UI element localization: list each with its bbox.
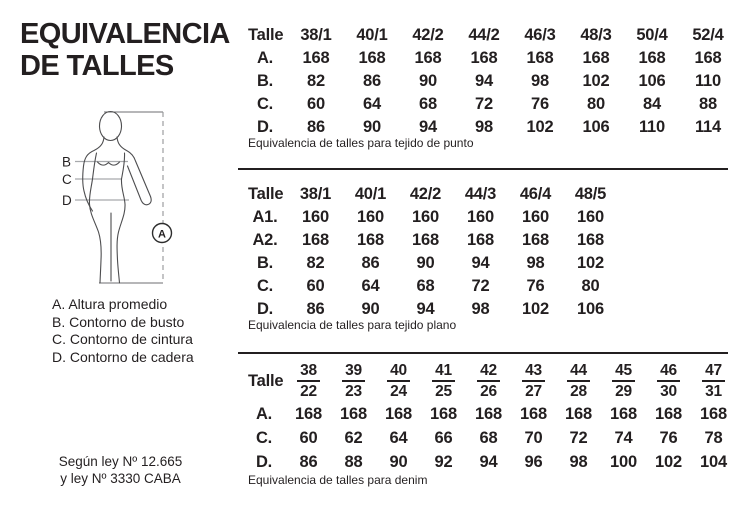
legal-line2: y ley Nº 3330 CABA — [60, 470, 181, 486]
table-header-label: Talle — [248, 371, 284, 390]
row-label: A1. — [252, 208, 278, 226]
size-table-tejido-de-punto — [242, 24, 736, 139]
label-b: B — [62, 154, 72, 170]
size-value: 168 — [655, 404, 682, 423]
row-label: A. — [256, 49, 274, 67]
size-value: 88 — [699, 95, 717, 113]
size-value: 90 — [419, 72, 437, 90]
table-row — [242, 252, 618, 275]
size-value: 76 — [659, 428, 678, 447]
label-d: D — [62, 193, 72, 208]
column-header — [331, 360, 376, 402]
size-table-tejido-plano — [242, 183, 618, 321]
column-header: 46/3 — [524, 26, 556, 44]
size-value: 110 — [638, 118, 666, 136]
size-fraction: $\frac{46}{30}$ — [657, 363, 680, 400]
size-value: 168 — [582, 49, 610, 67]
measurement-legend — [52, 296, 194, 366]
legal-line1: Según ley Nº 12.665 — [58, 454, 183, 469]
size-value: 160 — [412, 208, 439, 226]
size-value: 64 — [361, 277, 380, 295]
row-label: B. — [256, 72, 274, 90]
table-row — [242, 206, 618, 229]
size-value: 100 — [610, 452, 637, 471]
size-value: 168 — [357, 231, 384, 249]
size-value: 106 — [577, 300, 604, 318]
size-value: 106 — [582, 118, 610, 136]
column-header: 48/5 — [574, 185, 607, 203]
size-value: 82 — [306, 254, 325, 272]
size-value: 64 — [389, 428, 408, 447]
row-label: B. — [256, 254, 274, 272]
size-value: 168 — [467, 231, 494, 249]
size-value: 168 — [340, 404, 367, 423]
table-row — [242, 402, 736, 426]
size-value: 160 — [522, 208, 549, 226]
page-title-line1: EQUIVALENCIA — [20, 18, 230, 50]
table-row — [242, 47, 736, 70]
size-value: 168 — [414, 49, 442, 67]
female-silhouette — [83, 112, 152, 284]
table-row — [242, 426, 736, 450]
size-fraction: $\frac{45}{29}$ — [612, 363, 635, 400]
table-row — [242, 93, 736, 116]
row-label: A. — [255, 404, 273, 423]
size-value: 168 — [577, 231, 604, 249]
size-value: 168 — [565, 404, 592, 423]
label-a: A — [158, 228, 166, 241]
table-caption: Equivalencia de talles para tejido de punto — [248, 136, 474, 150]
size-value: 168 — [295, 404, 322, 423]
size-value: 102 — [655, 452, 682, 471]
table-row — [242, 275, 618, 298]
row-label: C. — [255, 428, 273, 447]
size-value: 60 — [299, 428, 318, 447]
column-header: 40/1 — [356, 26, 388, 44]
row-label: C. — [256, 277, 274, 295]
column-header — [511, 360, 556, 402]
size-value: 76 — [526, 277, 545, 295]
size-value: 168 — [302, 49, 330, 67]
size-value: 68 — [419, 95, 437, 113]
size-value: 66 — [434, 428, 453, 447]
size-value: 68 — [416, 277, 435, 295]
size-value: 98 — [475, 118, 493, 136]
size-value: 86 — [306, 300, 325, 318]
size-value: 80 — [581, 277, 600, 295]
column-header: 38/1 — [300, 26, 332, 44]
size-value: 74 — [614, 428, 633, 447]
size-value: 168 — [700, 404, 727, 423]
legend-item-cadera: D. Contorno de cadera — [52, 348, 194, 365]
body-measurement-diagram — [30, 95, 215, 300]
size-value: 92 — [434, 452, 453, 471]
size-value: 168 — [430, 404, 457, 423]
column-header — [466, 360, 511, 402]
size-value: 68 — [479, 428, 498, 447]
size-value: 96 — [524, 452, 543, 471]
legal-note — [28, 454, 213, 487]
size-value: 70 — [524, 428, 543, 447]
column-header: 42/2 — [412, 26, 444, 44]
size-value: 168 — [470, 49, 498, 67]
size-fraction: $\frac{47}{31}$ — [702, 363, 725, 400]
size-value: 94 — [471, 254, 490, 272]
size-value: 98 — [471, 300, 490, 318]
size-value: 98 — [526, 254, 545, 272]
size-fraction: $\frac{39}{23}$ — [342, 363, 365, 400]
size-value: 82 — [307, 72, 325, 90]
column-header — [556, 360, 601, 402]
size-value: 106 — [638, 72, 666, 90]
table-row — [242, 70, 736, 93]
size-value: 60 — [306, 277, 325, 295]
table-row — [242, 450, 736, 474]
column-header — [601, 360, 646, 402]
size-fraction: $\frac{40}{24}$ — [387, 363, 410, 400]
size-fraction: $\frac{43}{27}$ — [522, 363, 545, 400]
legend-item-altura: A. Altura promedio — [52, 296, 168, 312]
column-header: 50/4 — [636, 26, 668, 44]
column-header: 40/1 — [354, 185, 387, 203]
size-value: 62 — [344, 428, 363, 447]
size-value: 94 — [479, 452, 498, 471]
size-value: 168 — [610, 404, 637, 423]
table-row — [242, 229, 618, 252]
size-value: 86 — [361, 254, 380, 272]
section-divider — [238, 352, 728, 354]
column-header: 46/4 — [519, 185, 552, 203]
page-title — [20, 18, 230, 82]
size-value: 114 — [694, 118, 722, 136]
size-value: 98 — [569, 452, 588, 471]
size-value: 90 — [363, 118, 381, 136]
size-value: 102 — [577, 254, 604, 272]
legend-item-busto: B. Contorno de busto — [52, 313, 185, 330]
label-c: C — [62, 172, 72, 187]
size-value: 168 — [694, 49, 722, 67]
size-value: 64 — [363, 95, 381, 113]
row-label: D. — [256, 118, 274, 136]
size-value: 76 — [531, 95, 549, 113]
column-header — [421, 360, 466, 402]
size-value: 168 — [385, 404, 412, 423]
size-value: 168 — [302, 231, 329, 249]
size-value: 94 — [416, 300, 435, 318]
column-header: 44/3 — [464, 185, 497, 203]
size-value: 90 — [416, 254, 435, 272]
column-header — [691, 360, 736, 402]
size-value: 72 — [475, 95, 493, 113]
size-table-denim — [242, 360, 736, 474]
column-header — [286, 360, 331, 402]
column-header — [646, 360, 691, 402]
table-caption: Equivalencia de talles para tejido plano — [248, 318, 457, 332]
size-value: 168 — [475, 404, 502, 423]
row-label: D. — [256, 300, 274, 318]
size-fraction: $\frac{41}{25}$ — [432, 363, 455, 400]
column-header: 38/1 — [299, 185, 332, 203]
size-value: 168 — [520, 404, 547, 423]
size-value: 102 — [522, 300, 549, 318]
size-value: 88 — [344, 452, 363, 471]
size-value: 60 — [307, 95, 325, 113]
size-value: 86 — [299, 452, 318, 471]
size-value: 104 — [700, 452, 727, 471]
size-value: 98 — [531, 72, 549, 90]
row-label: A2. — [252, 231, 278, 249]
size-value: 94 — [419, 118, 437, 136]
size-value: 102 — [526, 118, 554, 136]
size-fraction: $\frac{38}{22}$ — [297, 363, 320, 400]
size-value: 90 — [361, 300, 380, 318]
legend-item-cintura: C. Contorno de cintura — [52, 331, 193, 347]
table-header-label: Talle — [248, 185, 284, 203]
table-caption: Equivalencia de talles para denim — [248, 473, 428, 487]
row-label: C. — [256, 95, 274, 113]
row-label: D. — [255, 452, 273, 471]
size-value: 90 — [389, 452, 408, 471]
column-header: 44/2 — [468, 26, 500, 44]
size-value: 72 — [471, 277, 490, 295]
size-value: 80 — [587, 95, 605, 113]
size-value: 84 — [643, 95, 661, 113]
size-fraction: $\frac{44}{28}$ — [567, 363, 590, 400]
size-value: 110 — [694, 72, 722, 90]
size-value: 160 — [577, 208, 604, 226]
size-value: 86 — [307, 118, 325, 136]
column-header: 48/3 — [580, 26, 612, 44]
section-divider — [238, 168, 728, 170]
size-value: 168 — [638, 49, 666, 67]
size-value: 78 — [704, 428, 723, 447]
size-value: 168 — [358, 49, 386, 67]
size-value: 160 — [467, 208, 494, 226]
size-fraction: $\frac{42}{26}$ — [477, 363, 500, 400]
size-value: 168 — [522, 231, 549, 249]
size-value: 160 — [357, 208, 384, 226]
size-value: 94 — [475, 72, 493, 90]
size-value: 168 — [526, 49, 554, 67]
page-title-line2: DE TALLES — [20, 50, 174, 82]
column-header — [376, 360, 421, 402]
column-header: 42/2 — [409, 185, 442, 203]
size-value: 102 — [582, 72, 610, 90]
column-header: 52/4 — [692, 26, 724, 44]
size-value: 160 — [302, 208, 329, 226]
table-header-label: Talle — [248, 26, 284, 44]
size-value: 86 — [363, 72, 381, 90]
size-value: 168 — [412, 231, 439, 249]
size-value: 72 — [569, 428, 588, 447]
